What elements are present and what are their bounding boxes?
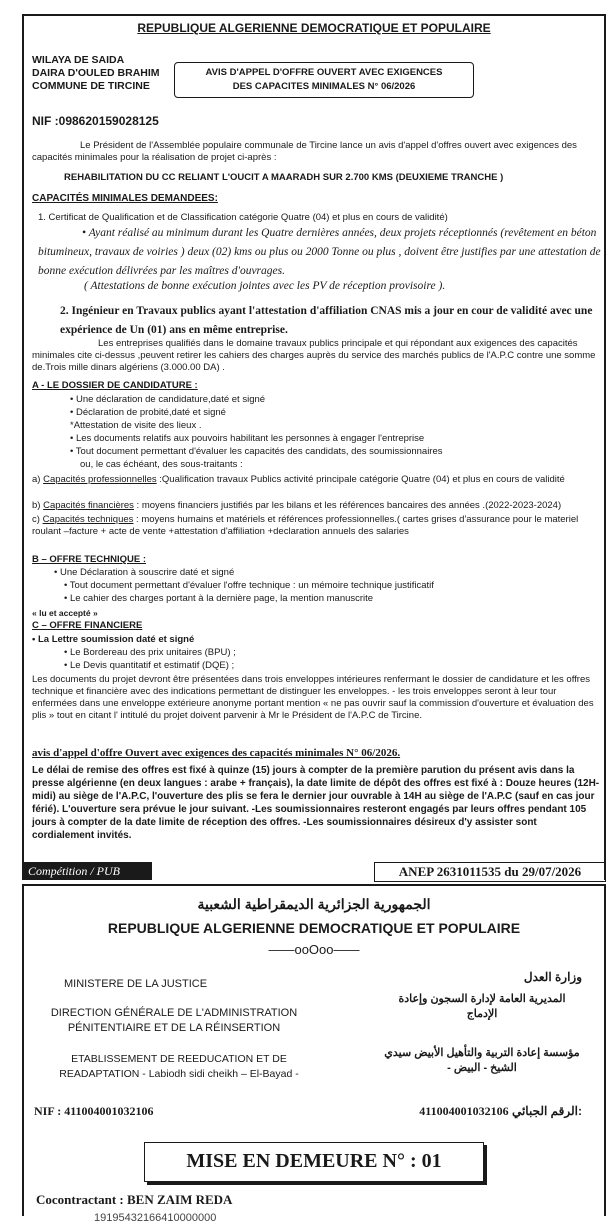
ornament-divider: ——ooOoo—— [268,942,360,957]
cap-fin-text: : moyens financiers justifiés par les bilans et les références bancaires des années .(2022-2023-2024) [133,500,562,511]
c-item: • Le Bordereau des prix unitaires (BPU) ; [64,647,236,658]
a-item: *Attestation de visite des lieux . [70,420,202,431]
etablissement-ar: مؤسسة إعادة التربية والتأهيل الأبيض سيدي الشيخ - البيض - [384,1047,580,1074]
nif-fr: NIF : 411004001032106 [34,1104,154,1118]
nif-ar-number: 411004001032106 [419,1104,509,1118]
a-item: ou, le cas échéant, des sous-traitants : [80,459,243,470]
notice-title: REPUBLIQUE ALGERIENNE DEMOCRATIQUE ET POPULAIRE [137,21,491,35]
tender-notice [22,14,606,880]
a-item: • Déclaration de probité,daté et signé [70,407,226,418]
b-item: • Une Déclaration à souscrire daté et signé [54,567,235,578]
b-item: • Tout document permettant d'évaluer l'offre technique : un mémoire technique justificatif [64,580,434,591]
french-republic-title: REPUBLIQUE ALGERIENNE DEMOCRATIQUE ET POPULAIRE [107,920,521,936]
documents-paragraph: Les documents du projet devront être présentées dans trois enveloppes intérieures renfermant le dossier de candidature et les offres technique et financière avec des indications permettant de distinguer les enveloppes. - les trois enveloppes seront à leur tour enfermées dans une enveloppe extérieure anonyme portant mention « ne pas ouvrir sauf la commission d'ouverture et évaluation des plis » tout en citant l' intitulé du projet doivent parvenir à Mr le Président de l'A.P.C de Tircine. [32,674,594,721]
issuer-block [32,54,160,93]
direction-fr: DIRECTION GÉNÉRALE DE L'ADMINISTRATION PÉNITENTIAIRE ET DE LA RÉINSERTION [50,1007,298,1034]
anep-reference: ANEP 2631011535 du 29/07/2026 [374,862,606,882]
direction-ar: المديرية العامة لإدارة السجون وإعادة الإدماج [398,993,566,1020]
intro-paragraph: Le Président de l'Assemblée populaire communale de Tircine lance un avis d'appel d'offres ouvert avec exigences des capacités minimales pour la réalisation de projet ci-après : [32,140,577,163]
cap-tech-label: Capacités techniques [42,514,134,525]
arabic-republic-title: الجمهورية الجزائرية الديمقراطية الشعبية [197,896,431,912]
daira: DAIRA D'OULED BRAHIM [32,67,160,79]
entreprises-paragraph: Les entreprises qualifiés dans le domaine travaux publics principale et qui répondant aux exigences des capacités minimales cite ci-dessus ,peuvent retirer les cahiers des charges auprès du service des marchés publics de l'A.P.C contre une somme de.Trois mille dinars algériens (3.000.00 DA) . [32,338,596,373]
capacites-professionnelles: a) Capacités professionnelles :Qualification travaux Publics activité principale catégorie Quatre (04) et plus en cours de validité [32,474,565,485]
mise-en-demeure-notice [22,884,606,1224]
delai-paragraph: Le délai de remise des offres est fixé à quinze (15) jours à compter de la première parution du présent avis dans la presse algérienne (en deux langues : arabe + français), la date limite de dépôt des offres est fixé à : Douze heures (12H-midi) au siège de l'A.P.C, l'ouverture des plis se fera le dernier jour ouvrable à 14H au siège de l'A.P.C (sauf en cas jour férié). L'ouverture sera prévue le jour suivant. -Les soumissionnaires resteront engagés par leurs offres pendant 105 jours à compter de la date limite de réception des offres. -Les soumissionnaires désireux d'y assister sont cordialement invités. [32,765,600,841]
a-item: • Les documents relatifs aux pouvoirs habilitant les personnes à engager l'entreprise [70,433,425,444]
wilaya: WILAYA DE SAIDA [32,54,125,66]
section-c-heading: C – OFFRE FINANCIERE [32,620,143,631]
b-item: • Le cahier des charges portant à la dernière page, la mention manuscrite [64,593,374,604]
avis-box [174,62,474,98]
project-title: REHABILITATION DU CC RELIANT L'OUCIT A MAARADH SUR 2.700 KMS (DEUXIEME TRANCHE ) [64,172,504,183]
cap-tech-text: : moyens humains et matériels et références professionnelles.( cartes grises d'assurance pour le materiel roulant –facture + acte de vente +attestation d'affiliation +declaration annuels des salaries [32,514,579,537]
avis-line-1: AVIS D'APPEL D'OFFRE OUVERT AVEC EXIGENCES [205,67,443,78]
etablissement-fr: ETABLISSEMENT DE REEDUCATION ET DE READAPTATION - Labiodh sidi cheikh – El-Bayad - [59,1053,299,1080]
nif-ar [419,1104,582,1119]
avis-line-2: DES CAPACITES MINIMALES N° 06/2026 [232,81,416,92]
section-a-heading: A - LE DOSSIER DE CANDIDATURE : [32,380,198,391]
commune: COMMUNE DE TIRCINE [32,80,150,92]
nif-ar-label: الرقم الجبائي: [511,1104,582,1118]
cap-pro-label: Capacités professionnelles [43,474,157,485]
capacites-financieres: b) Capacités financières : moyens financiers justifiés par les bilans et les références bancaires des années .(2022-2023-2024) [32,500,562,511]
competition-badge: Compétition / PUB [24,862,152,880]
nif: NIF :098620159028125 [32,114,159,128]
requirement-1: 1. Certificat de Qualification et de Classification catégorie Quatre (04) et plus en cours de validité) [38,212,448,223]
requirement-2: 2. Ingénieur en Travaux publics ayant l'attestation d'affiliation CNAS mis a jour en cour de validité avec une expérience de Un (01) ans en même entreprise. [60,305,593,336]
avis-reference: avis d'appel d'offre Ouvert avec exigences des capacités minimales N° 06/2026. [32,747,401,759]
section-b-heading: B – OFFRE TECHNIQUE : [32,554,147,565]
a-item: • Tout document permettant d'évaluer les capacités des candidats, des soumissionnaires [70,446,443,457]
ministere-ar: وزارة العدل [523,970,582,984]
requirement-1-attestation: ( Attestations de bonne exécution jointes avec les PV de réception provisoire ). [84,280,446,292]
lu-et-accepte: « lu et accepté » [32,608,98,618]
cap-pro-text: :Qualification travaux Publics activité principale catégorie Quatre (04) et plus en cours de validité [156,474,565,485]
a-item: • Une déclaration de candidature,daté et signé [70,394,266,405]
ministere-fr: MINISTERE DE LA JUSTICE [64,978,208,990]
capacites-heading: CAPACITÉS MINIMALES DEMANDEES: [32,193,218,204]
cut-off-number: 19195432166410000000 [94,1212,217,1224]
mise-en-demeure-title: MISE EN DEMEURE N° : 01 [144,1142,484,1182]
requirement-1-detail: • Ayant réalisé au minimum durant les Quatre dernières années, deux projets réceptionnés (revêtement en béton bitumineux, travaux de voiries ) deux (02) kms ou plus ou 2000 Tonne ou plus , doivent être justifies par une attestation de bonne exécution délivrées par les maîtres d'ouvrages. [38,227,601,277]
cocontractant: Cocontractant : BEN ZAIM REDA [36,1192,233,1207]
c-item: • Le Devis quantitatif et estimatif (DQE) ; [64,660,235,671]
capacites-techniques: c) Capacités techniques : moyens humains et matériels et références professionnelles.( cartes grises d'assurance pour le materiel roulant –facture + acte de vente +attestation d'affiliation +declaration annuels des salaries [32,514,579,537]
c-item: • La Lettre soumission daté et signé [32,634,195,645]
cap-fin-label: Capacités financières [43,500,134,511]
